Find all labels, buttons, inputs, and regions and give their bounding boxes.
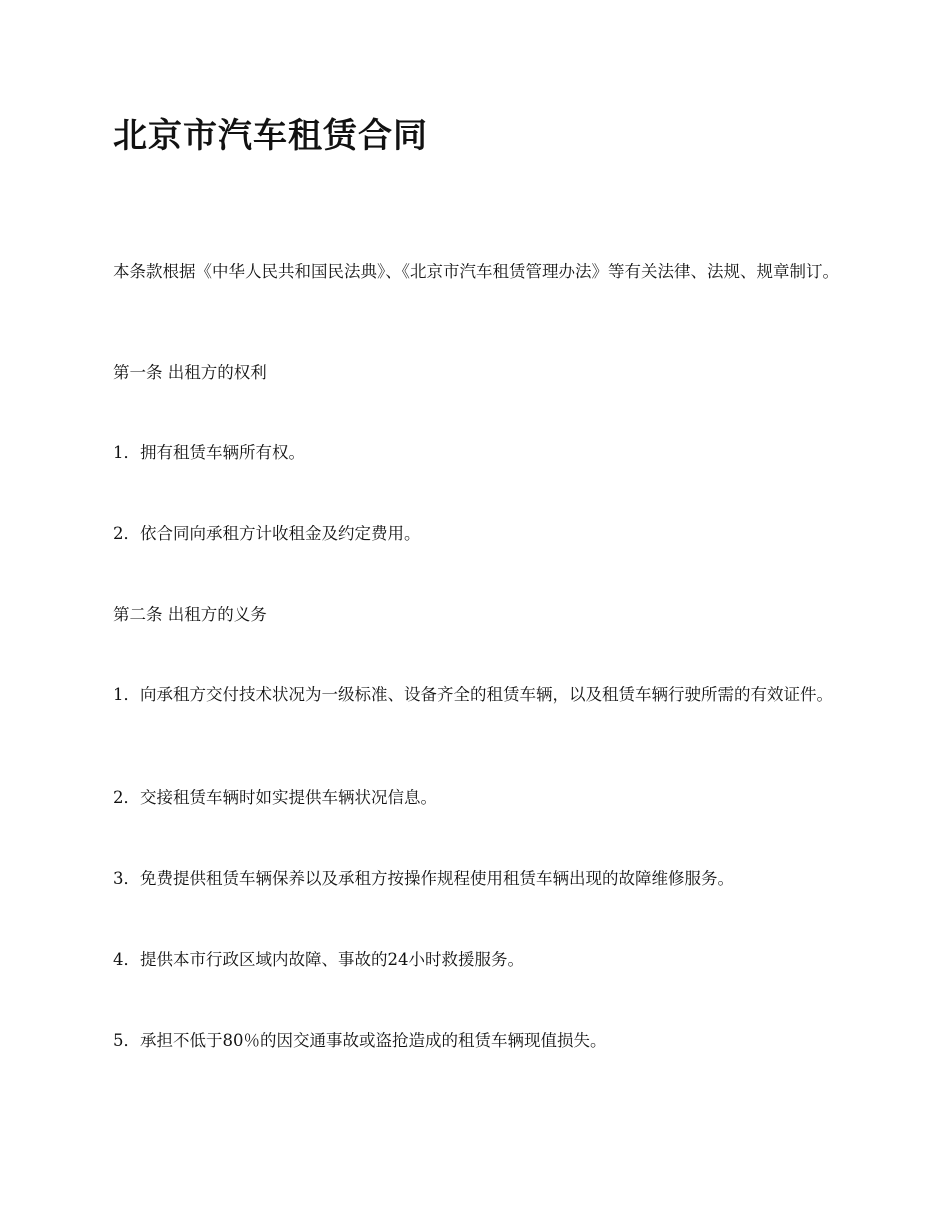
article-1-item-2: 2．依合同向承租方计收租金及约定费用。 <box>113 524 421 543</box>
article-2-item-2: 2．交接租赁车辆时如实提供车辆状况信息。 <box>113 788 437 807</box>
article-2-heading: 第二条 出租方的义务 <box>113 605 267 624</box>
article-2-item-1: 1．向承租方交付技术状况为一级标准、设备齐全的租赁车辆，以及租赁车辆行驶所需的有效证件。 <box>113 685 833 704</box>
article-1-item-1: 1．拥有租赁车辆所有权。 <box>113 443 305 462</box>
article-2-item-3: 3．免费提供租赁车辆保养以及承租方按操作规程使用租赁车辆出现的故障维修服务。 <box>113 869 734 888</box>
document-title: 北京市汽车租赁合同 <box>113 116 428 156</box>
article-1-heading: 第一条 出租方的权利 <box>113 363 267 382</box>
preamble-paragraph: 本条款根据《中华人民共和国民法典》、《北京市汽车租赁管理办法》等有关法律、法规、规章制订。 <box>113 262 839 281</box>
article-2-item-4: 4．提供本市行政区域内故障、事故的24小时救援服务。 <box>113 950 524 969</box>
article-2-item-5: 5．承担不低于80％的因交通事故或盗抢造成的租赁车辆现值损失。 <box>113 1031 607 1050</box>
